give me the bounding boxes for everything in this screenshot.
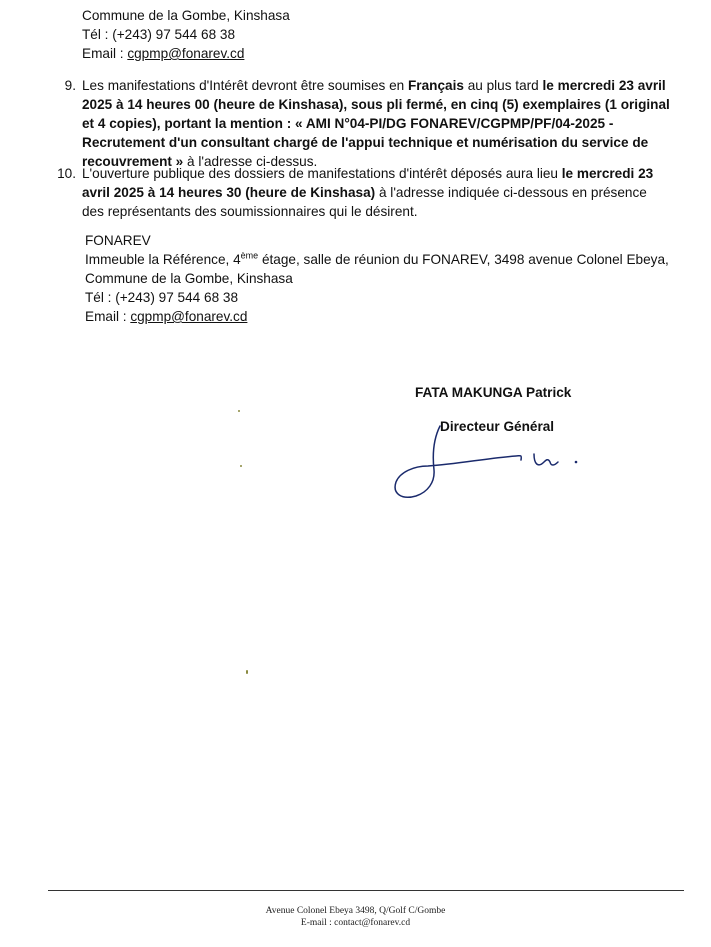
bottom-contact-email-label: Email : bbox=[85, 309, 131, 324]
top-contact-email-label: Email : bbox=[82, 46, 128, 61]
item-9 bbox=[64, 76, 672, 171]
footer-divider bbox=[48, 890, 684, 891]
footer-address: Avenue Colonel Ebeya 3498, Q/Golf C/Gombe bbox=[265, 906, 446, 916]
bottom-address-part-a: Immeuble la Référence, 4 bbox=[85, 252, 241, 267]
top-contact-block bbox=[82, 6, 290, 63]
item-10-text-1: L'ouverture publique des dossiers de manifestations d'intérêt déposés aura lieu bbox=[82, 166, 562, 181]
signer-name: FATA MAKUNGA Patrick bbox=[415, 385, 572, 400]
scan-speck bbox=[246, 670, 248, 674]
footer-email: E-mail : contact@fonarev.cd bbox=[300, 918, 411, 928]
signer-title: Directeur Général bbox=[440, 419, 555, 434]
item-9-text-2: au plus tard bbox=[463, 78, 543, 93]
top-contact-phone: Tél : (+243) 97 544 68 38 bbox=[82, 27, 236, 42]
item-10 bbox=[57, 164, 672, 221]
bottom-contact-address bbox=[85, 250, 675, 288]
handwritten-signature bbox=[388, 418, 588, 508]
item-9-number: 9. bbox=[64, 78, 76, 93]
item-10-bold-date: le mercredi 23 avril 2025 à 14 heures 30 (heure de Kinshasa) bbox=[82, 166, 654, 200]
top-contact-email-line bbox=[82, 44, 290, 63]
top-contact-commune: Commune de la Gombe, Kinshasa bbox=[82, 8, 290, 23]
item-9-text-1: Les manifestations d'Intérêt devront être soumises en bbox=[82, 78, 408, 93]
bottom-contact-email-line bbox=[85, 307, 675, 326]
bottom-contact-block bbox=[85, 231, 675, 326]
bottom-contact-phone: Tél : (+243) 97 544 68 38 bbox=[85, 290, 239, 305]
scan-speck bbox=[238, 410, 240, 412]
item-9-text-3: à l'adresse ci-dessus. bbox=[183, 154, 318, 169]
item-9-bold-deadline: le mercredi 23 avril 2025 à 14 heures 00 (heure de Kinshasa), sous pli fermé, en cinq (5) exemplaires (1 original et 4 copies), portant la mention : « AMI N°04-PI/DG FONAREV/CGPMP/PF/04-2025 - Recrutement d'un consultant chargé de l'appui technique et numérisation du service de recouvrement » bbox=[82, 78, 670, 169]
item-10-text-2: à l'adresse indiquée ci-dessous en présence des représentants des soumissionnaires qui le désirent. bbox=[82, 185, 647, 219]
top-contact-email-link[interactable]: cgpmp@fonarev.cd bbox=[127, 46, 245, 61]
bottom-address-part-b: étage, salle de réunion du FONAREV, 3498 avenue Colonel Ebeya, Commune de la Gombe, Kinshasa bbox=[85, 252, 669, 286]
bottom-address-sup: ème bbox=[240, 250, 259, 261]
bottom-contact-org: FONAREV bbox=[85, 233, 151, 248]
item-9-bold-language: Français bbox=[408, 78, 464, 93]
scan-speck bbox=[240, 465, 242, 467]
bottom-contact-email-link[interactable]: cgpmp@fonarev.cd bbox=[130, 309, 248, 324]
item-10-number: 10. bbox=[57, 166, 76, 181]
